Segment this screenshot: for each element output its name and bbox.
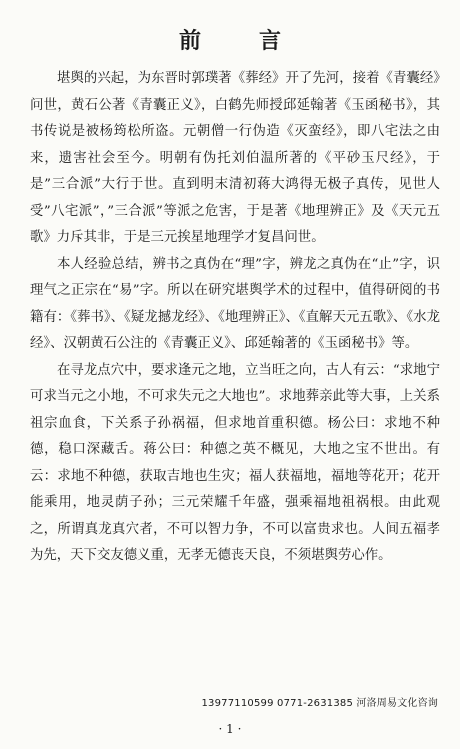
paragraph-2: 本人经验总结，辨书之真伪在“理”字，辨龙之真伪在“止”字，识理气之正宗在“易”字。所以在研究堪舆学术的过程中，值得研阅的书籍有：《葬书》、《疑龙撼龙经》、《地理辨正》、《直解天元五歌》、《水龙经》、汉朝黄石公注的《青囊正义》、邱延翰著的《玉函秘书》等。	[30, 256, 440, 351]
page-title: 前 言	[178, 28, 299, 54]
paragraph-1: 堪舆的兴起，为东晋时郭璞著《葬经》开了先河，接着《青囊经》问世，黄石公著《青囊正义》，白鹤先师授邱延翰著《玉函秘书》，其书传说是被杨筠松所盗。元朝僧一行伪造《灭蛮经》，即八宅法之由来，遗害社会至今。明朝有伪托刘伯温所著的《平砂玉尺经》，于是”三合派”大行于世。直到明末清初蒋大鸿得无极子真传，见世人受”八宅派”，”三合派”等派之危害，于是著《地理辨正》及《天元五歌》力斥其非，于是三元挨星地理学才复昌问世。	[30, 71, 440, 245]
page-number: · 1 ·	[218, 722, 242, 736]
paragraph-3: 在寻龙点穴中，要求逢元之地，立当旺之向，古人有云：“求地宁可求当元之小地，不可求失元之大地也”。求地葬亲此等大事，上关系祖宗血食，下关系子孙祸福，但求地首重积德。杨公曰：求地不种德，稳口深藏舌。蒋公曰：种德之英不概见，大地之宝不世出。有云：求地不种德，获取吉地也生灾；福人获福地，福地等花开；花开能乘用，地灵荫子孙；三元荣耀千年盛，强乘福地祖祸根。由此观之，所谓真龙真穴者，不可以智力争，不可以富贵求也。人间五福孝为先，天下交友德义重，无孝无德丧天良，不须堪舆劳心作。	[30, 362, 440, 563]
document-body	[30, 66, 440, 570]
contact-footer: 13977110599 0771-2631385 河洛周易文化咨询	[201, 698, 438, 709]
